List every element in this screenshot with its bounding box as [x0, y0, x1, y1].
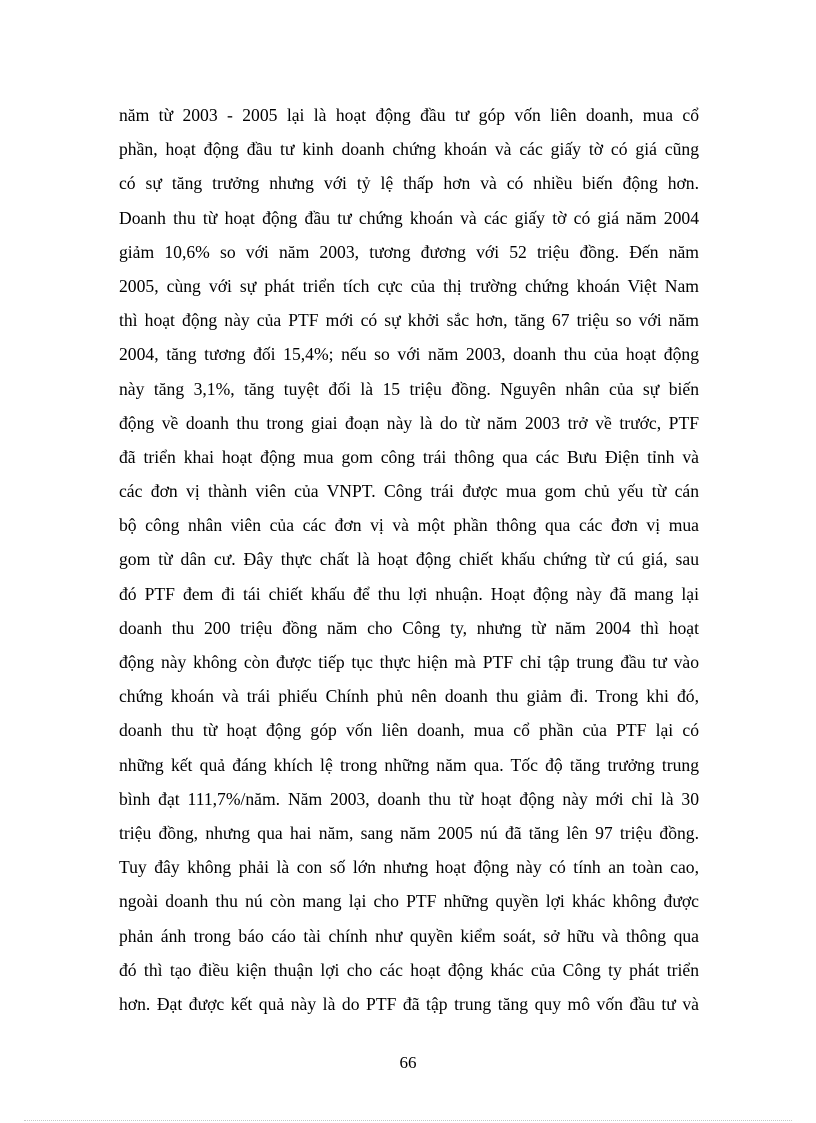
text-line: thì hoạt động này của PTF mới có sự khởi sắc hơn, tăng 67 triệu so với năm	[119, 310, 699, 331]
text-line: có sự tăng trưởng nhưng với tỷ lệ thấp hơn và có nhiều biến động hơn.	[119, 173, 699, 194]
text-line: động về doanh thu trong giai đoạn này là do từ năm 2003 trở về trước, PTF	[119, 412, 699, 433]
text-line: ngoài doanh thu nú còn mang lại cho PTF những quyền lợi khác không được	[119, 891, 699, 912]
page-number: 66	[399, 1053, 417, 1072]
text-line: doanh thu 200 triệu đồng năm cho Công ty, nhưng từ năm 2004 thì hoạt	[119, 617, 699, 638]
text-line: giảm 10,6% so với năm 2003, tương đương với 52 triệu đồng. Đến năm	[119, 241, 699, 262]
text-line: Tuy đây không phải là con số lớn nhưng hoạt động này có tính an toàn cao,	[119, 857, 699, 878]
text-line: năm từ 2003 - 2005 lại là hoạt động đầu tư góp vốn liên doanh, mua cổ	[119, 105, 699, 125]
text-line: doanh thu từ hoạt động góp vốn liên doanh, mua cổ phần của PTF lại có	[119, 720, 699, 741]
text-line: này tăng 3,1%, tăng tuyệt đối là 15 triệu đồng. Nguyên nhân của sự biến	[119, 378, 699, 399]
text-line: đó thì tạo điều kiện thuận lợi cho các hoạt động khác của Công ty phát triển	[119, 959, 699, 980]
text-line: các đơn vị thành viên của VNPT. Công trái được mua gom chủ yếu từ cán	[119, 481, 699, 502]
text-line: phản ánh trong báo cáo tài chính như quyền kiểm soát, sở hữu và thông qua	[119, 925, 699, 946]
text-line: phần, hoạt động đầu tư kinh doanh chứng khoán và các giấy tờ có giá cũng	[119, 139, 699, 160]
text-line: gom từ dân cư. Đây thực chất là hoạt động chiết khấu chứng từ cú giá, sau	[119, 549, 699, 570]
text-line: triệu đồng, nhưng qua hai năm, sang năm 2005 nú đã tăng lên 97 triệu đồng.	[119, 822, 699, 843]
text-line: 2005, cùng với sự phát triển tích cực của thị trường chứng khoán Việt Nam	[119, 275, 699, 296]
text-line: hơn. Đạt được kết quả này là do PTF đã tập trung tăng quy mô vốn đầu tư và	[119, 993, 699, 1014]
body-text	[119, 98, 699, 1021]
text-line: 2004, tăng tương đối 15,4%; nếu so với năm 2003, doanh thu của hoạt động	[119, 344, 699, 365]
text-line: chứng khoán và trái phiếu Chính phủ nên doanh thu giảm đi. Trong khi đó,	[119, 686, 699, 707]
text-line: đó PTF đem đi tái chiết khấu để thu lợi nhuận. Hoạt động này đã mang lại	[119, 583, 699, 604]
page-footer-divider	[24, 1120, 792, 1121]
text-line: bình đạt 111,7%/năm. Năm 2003, doanh thu từ hoạt động này mới chỉ là 30	[119, 788, 699, 809]
text-line: Doanh thu từ hoạt động đầu tư chứng khoán và các giấy tờ có giá năm 2004	[119, 207, 699, 228]
text-line: đã triển khai hoạt động mua gom công trái thông qua các Bưu Điện tỉnh và	[119, 446, 699, 467]
text-line: những kết quả đáng khích lệ trong những năm qua. Tốc độ tăng trưởng trung	[119, 754, 699, 775]
text-line: động này không còn được tiếp tục thực hiện mà PTF chỉ tập trung đầu tư vào	[119, 652, 699, 672]
text-line: bộ công nhân viên của các đơn vị và một phần thông qua các đơn vị mua	[119, 515, 699, 536]
